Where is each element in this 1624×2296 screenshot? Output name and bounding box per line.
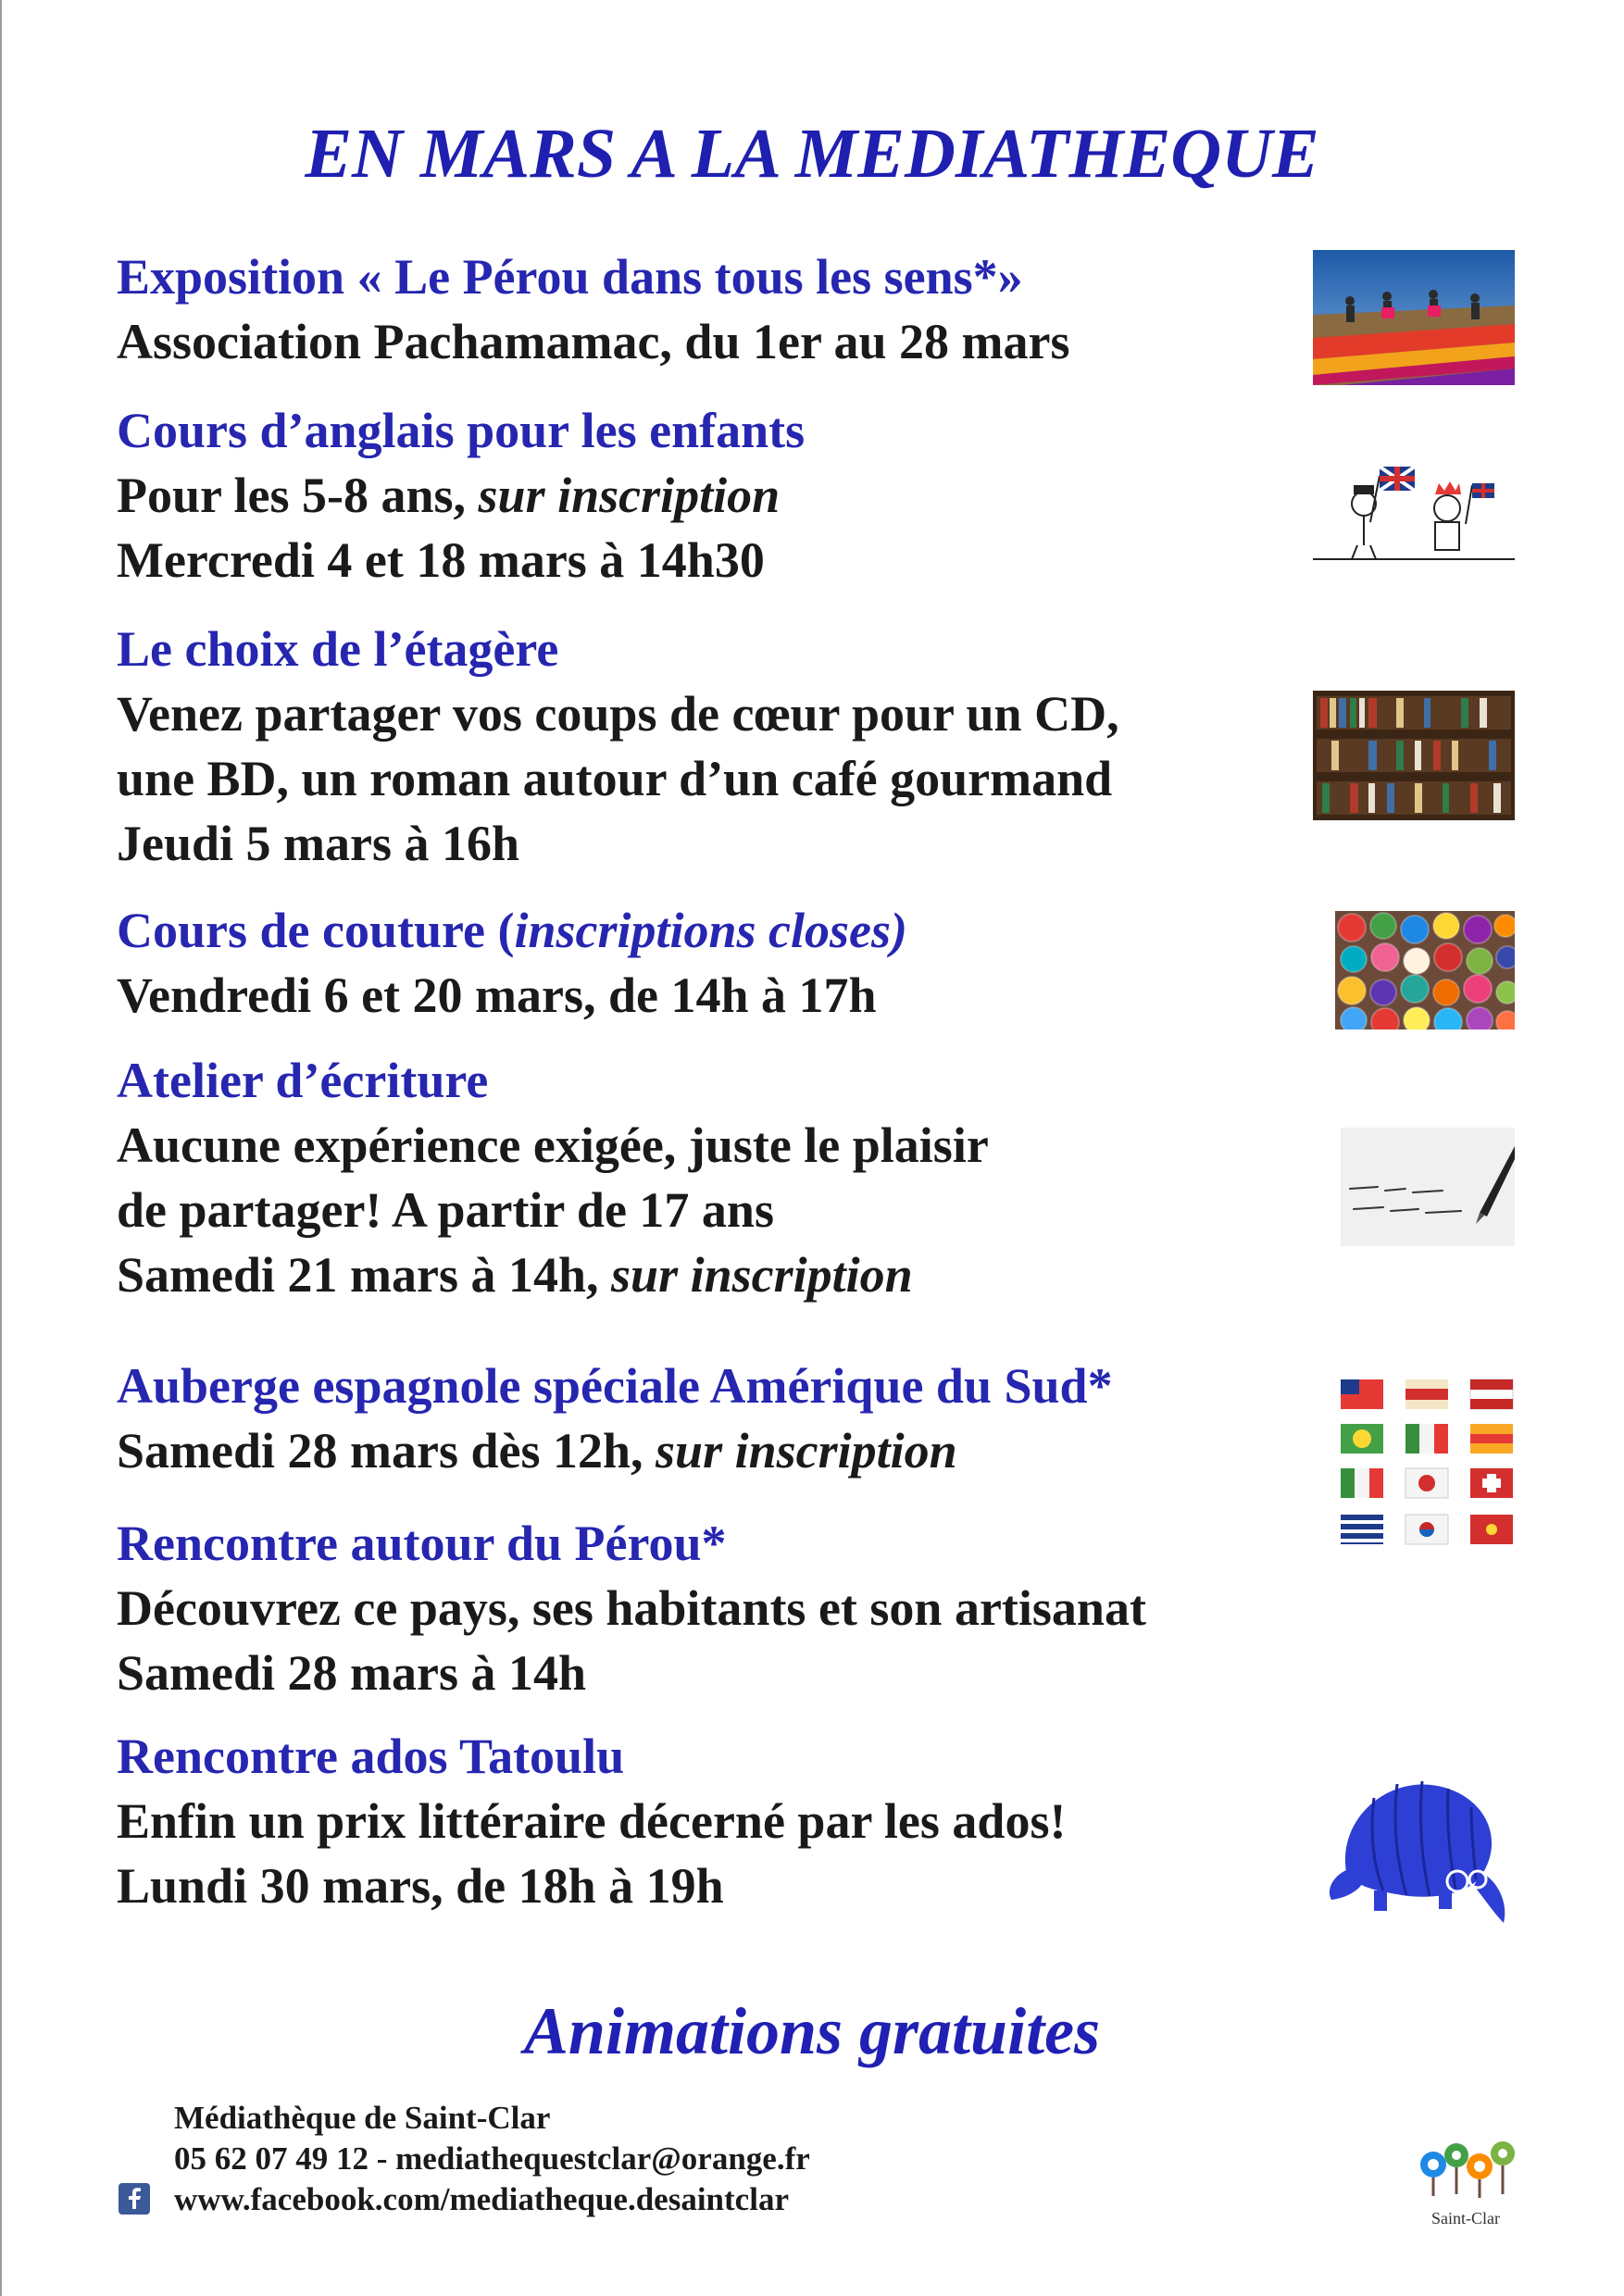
event-heading: Rencontre ados Tatoulu <box>117 1728 625 1784</box>
event-line: Vendredi 6 et 20 mars, de 14h à 17h <box>117 967 877 1023</box>
event-heading: Le choix de l’étagère <box>117 621 559 677</box>
footer-facebook-link[interactable]: www.facebook.com/mediatheque.desaintclar <box>174 2181 789 2217</box>
event-heading: Auberge espagnole spéciale Amérique du Sud* <box>117 1358 1113 1414</box>
event-heading: Exposition « Le Pérou dans tous les sens*» <box>117 249 1023 305</box>
event-line <box>117 1418 1320 1483</box>
buttons-photo <box>1335 911 1515 1029</box>
event-heading: Cours d’anglais pour les enfants <box>117 403 806 458</box>
event-line: Aucune expérience exigée, juste le plaisir <box>117 1117 989 1173</box>
event-heading <box>117 898 1320 963</box>
event-line: Association Pachamamac, du 1er au 28 mars <box>117 314 1070 369</box>
event-line-italic: sur inscription <box>478 468 781 523</box>
event-line-text: Samedi 28 mars dès 12h, <box>117 1423 656 1479</box>
event-heading: Atelier d’écriture <box>117 1053 489 1108</box>
event-line: une BD, un roman autour d’un café gourmand <box>117 751 1113 806</box>
event-line <box>117 463 1320 528</box>
footer-contact: 05 62 07 49 12 - mediathequestclar@orange.fr <box>174 2140 810 2177</box>
event-line: Mercredi 4 et 18 mars à 14h30 <box>117 532 765 588</box>
event-heading-italic: inscriptions closes) <box>514 903 908 958</box>
blue-armadillo-illustration <box>1318 1761 1513 1928</box>
event-line-text: Pour les 5-8 ans, <box>117 468 479 523</box>
event-english-class <box>117 398 1320 593</box>
event-exposition <box>117 244 1320 374</box>
event-line: Découvrez ce pays, ses habitants et son artisanat <box>117 1580 1146 1636</box>
event-line: Lundi 30 mars, de 18h à 19h <box>117 1858 724 1914</box>
event-line-italic: sur inscription <box>611 1247 913 1303</box>
event-bookshelf-choice <box>117 617 1320 876</box>
event-heading-text: Cours de couture ( <box>117 903 515 958</box>
event-potluck <box>117 1354 1320 1483</box>
page-title: EN MARS A LA MEDIATHEQUE <box>305 115 1319 193</box>
event-line: de partager! A partir de 17 ans <box>117 1182 774 1238</box>
english-flags-cartoon <box>1313 457 1515 565</box>
event-sewing-class <box>117 898 1320 1028</box>
event-line: Enfin un prix littéraire décerné par les ados! <box>117 1793 1067 1849</box>
event-peru-meeting <box>117 1511 1320 1705</box>
event-line: Samedi 28 mars à 14h <box>117 1645 587 1701</box>
event-tatoulu <box>117 1724 1320 1918</box>
event-line <box>117 1242 1320 1307</box>
event-line-italic: sur inscription <box>656 1423 957 1479</box>
facebook-icon[interactable] <box>119 2183 150 2215</box>
event-heading: Rencontre autour du Pérou* <box>117 1516 727 1571</box>
free-events-tagline: Animations gratuites <box>523 1994 1101 2068</box>
peru-festival-photo <box>1313 250 1515 385</box>
fountain-pen-writing-photo <box>1341 1128 1515 1246</box>
bookshelf-photo <box>1313 691 1515 820</box>
logo-caption: Saint-Clar <box>1431 2209 1500 2227</box>
event-writing-workshop <box>117 1048 1320 1307</box>
food-flags-grid <box>1337 1376 1517 1557</box>
event-line: Venez partager vos coups de cœur pour un CD, <box>117 686 1119 742</box>
footer-library-name: Médiathèque de Saint-Clar <box>174 2100 551 2136</box>
event-line-text: Samedi 21 mars à 14h, <box>117 1247 612 1303</box>
saint-clar-logo <box>1405 2122 1526 2215</box>
page-edge <box>0 0 2 2296</box>
event-line: Jeudi 5 mars à 16h <box>117 816 520 871</box>
